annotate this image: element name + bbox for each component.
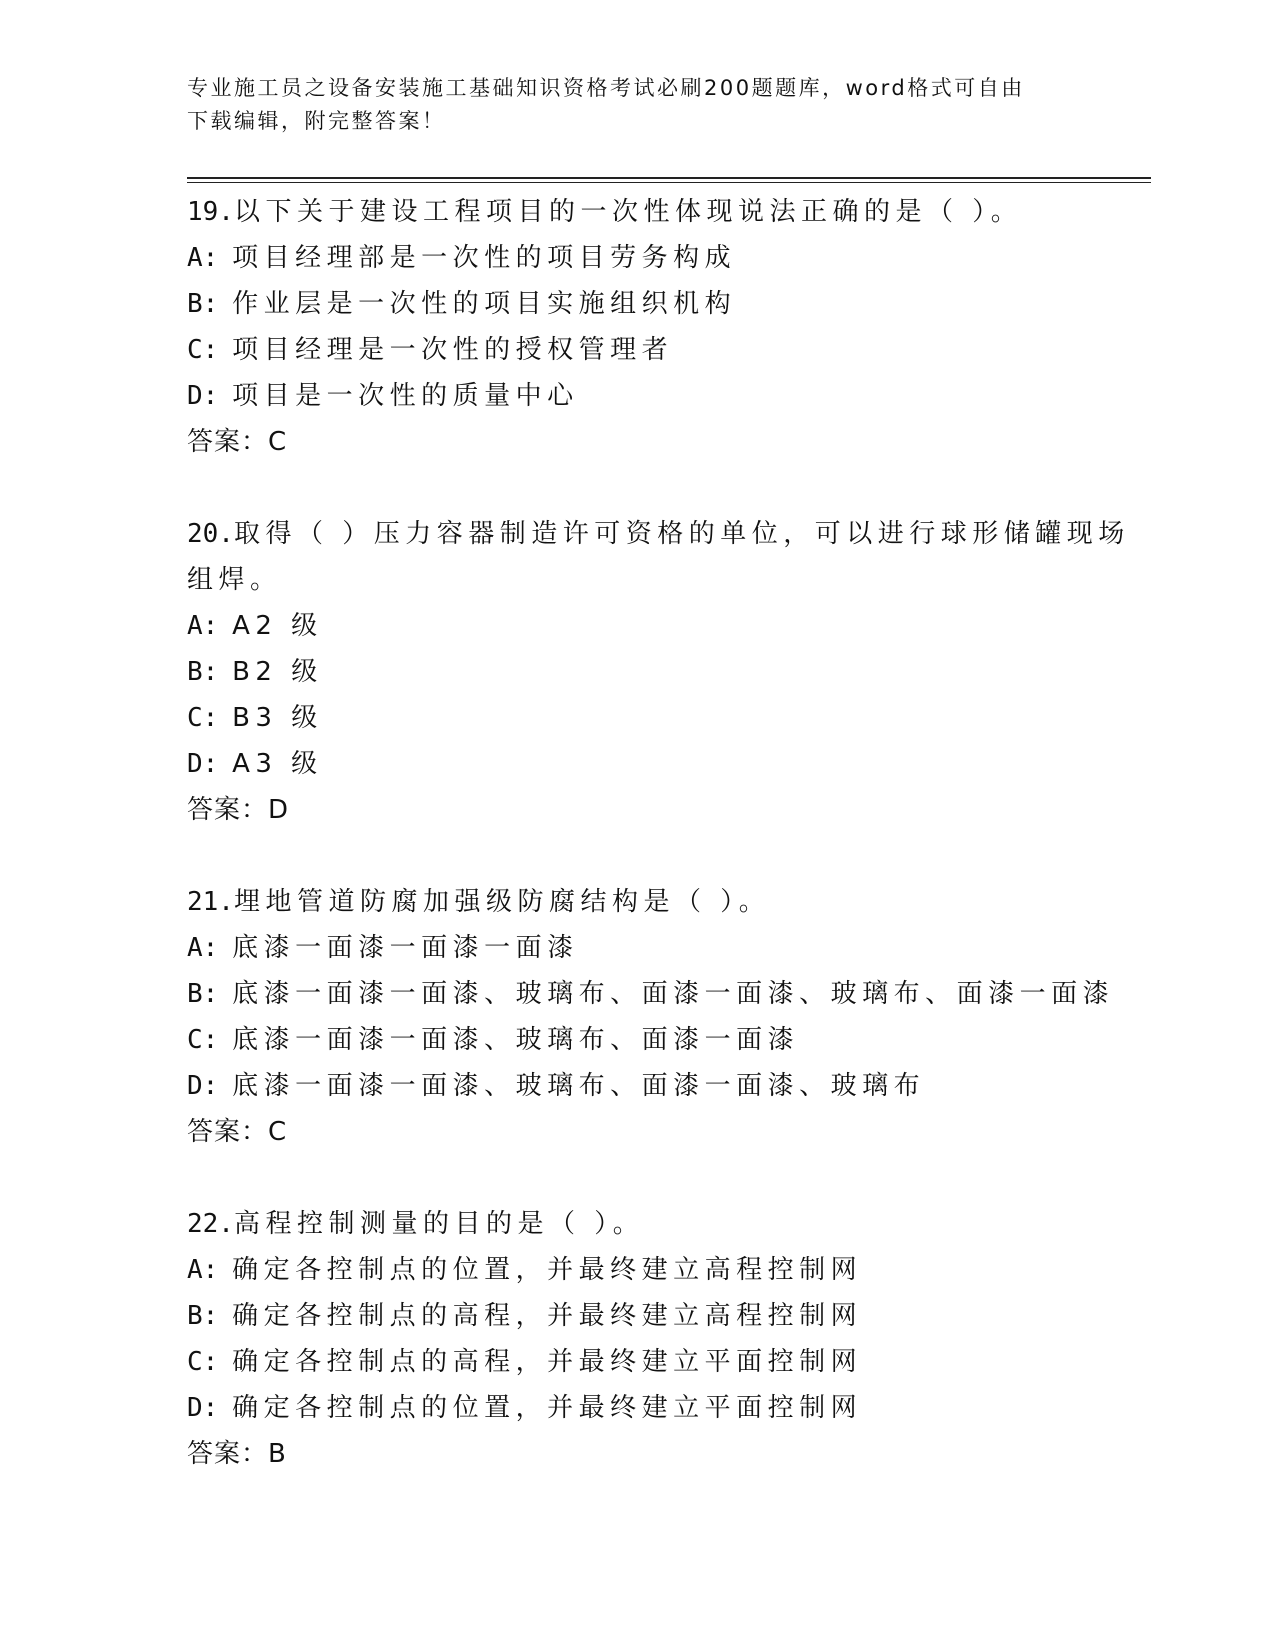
option-a [187, 603, 1087, 649]
header-divider-thin [187, 182, 1151, 183]
option-text: 确定各控制点的高程，并最终建立平面控制网 [232, 1347, 863, 1377]
header-line-2: 下载编辑，附完整答案！ [187, 109, 446, 133]
question-number: 20. [187, 519, 234, 549]
option-letter: C: [187, 1347, 219, 1377]
option-letter: D: [187, 381, 219, 411]
option-text: 底漆一面漆一面漆、玻璃布、面漆一面漆、玻璃布、面漆一面漆 [232, 979, 1115, 1009]
option-text: A2 级 [232, 611, 323, 641]
answer: 答案：B [187, 1439, 287, 1469]
question-22 [187, 1201, 1087, 1477]
option-text: 项目经理是一次性的授权管理者 [232, 335, 674, 365]
option-text: 项目是一次性的质量中心 [232, 381, 579, 411]
option-letter: A: [187, 243, 219, 273]
option-text: 作业层是一次性的项目实施组织机构 [232, 289, 737, 319]
option-letter: B: [187, 1301, 219, 1331]
header-divider-thick [187, 177, 1151, 179]
option-d [187, 373, 1087, 419]
question-stem [187, 879, 1087, 925]
question-list [187, 189, 1130, 1523]
document-header [187, 72, 1087, 138]
option-a [187, 925, 1087, 971]
answer: 答案：D [187, 795, 290, 825]
option-letter: D: [187, 749, 219, 779]
option-text: 确定各控制点的位置，并最终建立高程控制网 [232, 1255, 863, 1285]
question-text: 高程控制测量的目的是（ ）。 [233, 1209, 645, 1239]
question-text: 埋地管道防腐加强级防腐结构是（ ）。 [233, 887, 771, 917]
question-stem [187, 1201, 1087, 1247]
option-letter: B: [187, 979, 219, 1009]
option-text: 项目经理部是一次性的项目劳务构成 [232, 243, 737, 273]
question-21 [187, 879, 1115, 1155]
option-text: 底漆一面漆一面漆一面漆 [232, 933, 579, 963]
option-letter: C: [187, 335, 219, 365]
question-stem [187, 189, 1087, 235]
option-b [187, 1293, 1087, 1339]
option-text: 底漆一面漆一面漆、玻璃布、面漆一面漆 [232, 1025, 800, 1055]
option-letter: C: [187, 1025, 219, 1055]
option-text: 确定各控制点的位置，并最终建立平面控制网 [232, 1393, 863, 1423]
option-letter: A: [187, 933, 219, 963]
option-c [187, 1017, 1087, 1063]
question-number: 22. [187, 1209, 234, 1239]
option-letter: C: [187, 703, 219, 733]
option-text: 确定各控制点的高程，并最终建立高程控制网 [232, 1301, 863, 1331]
option-d [187, 1385, 1087, 1431]
option-a [187, 235, 1087, 281]
option-text: B2 级 [232, 657, 323, 687]
question-text-continuation: 组焊。 [187, 565, 282, 595]
option-b [187, 281, 1087, 327]
question-text: 取得（ ）压力容器制造许可资格的单位，可以进行球形储罐现场 [233, 519, 1130, 549]
answer: 答案：C [187, 1117, 288, 1147]
option-letter: B: [187, 657, 219, 687]
answer: 答案：C [187, 427, 288, 457]
option-b [187, 971, 1115, 1017]
question-number: 21. [187, 887, 234, 917]
option-text: B3 级 [232, 703, 323, 733]
option-d [187, 741, 1087, 787]
option-letter: B: [187, 289, 219, 319]
option-d [187, 1063, 1087, 1109]
option-letter: D: [187, 1071, 219, 1101]
header-line-1: 专业施工员之设备安装施工基础知识资格考试必刷200题题库，word格式可自由 [187, 76, 1025, 100]
question-stem [187, 511, 1130, 557]
option-b [187, 649, 1087, 695]
question-text: 以下关于建设工程项目的一次性体现说法正确的是（ ）。 [233, 197, 1023, 227]
option-letter: A: [187, 611, 219, 641]
question-20 [187, 511, 1130, 833]
option-c [187, 1339, 1087, 1385]
option-text: A3 级 [232, 749, 323, 779]
option-letter: A: [187, 1255, 219, 1285]
option-text: 底漆一面漆一面漆、玻璃布、面漆一面漆、玻璃布 [232, 1071, 926, 1101]
option-letter: D: [187, 1393, 219, 1423]
question-number: 19. [187, 197, 234, 227]
option-c [187, 327, 1087, 373]
option-c [187, 695, 1087, 741]
option-a [187, 1247, 1087, 1293]
question-19 [187, 189, 1087, 465]
